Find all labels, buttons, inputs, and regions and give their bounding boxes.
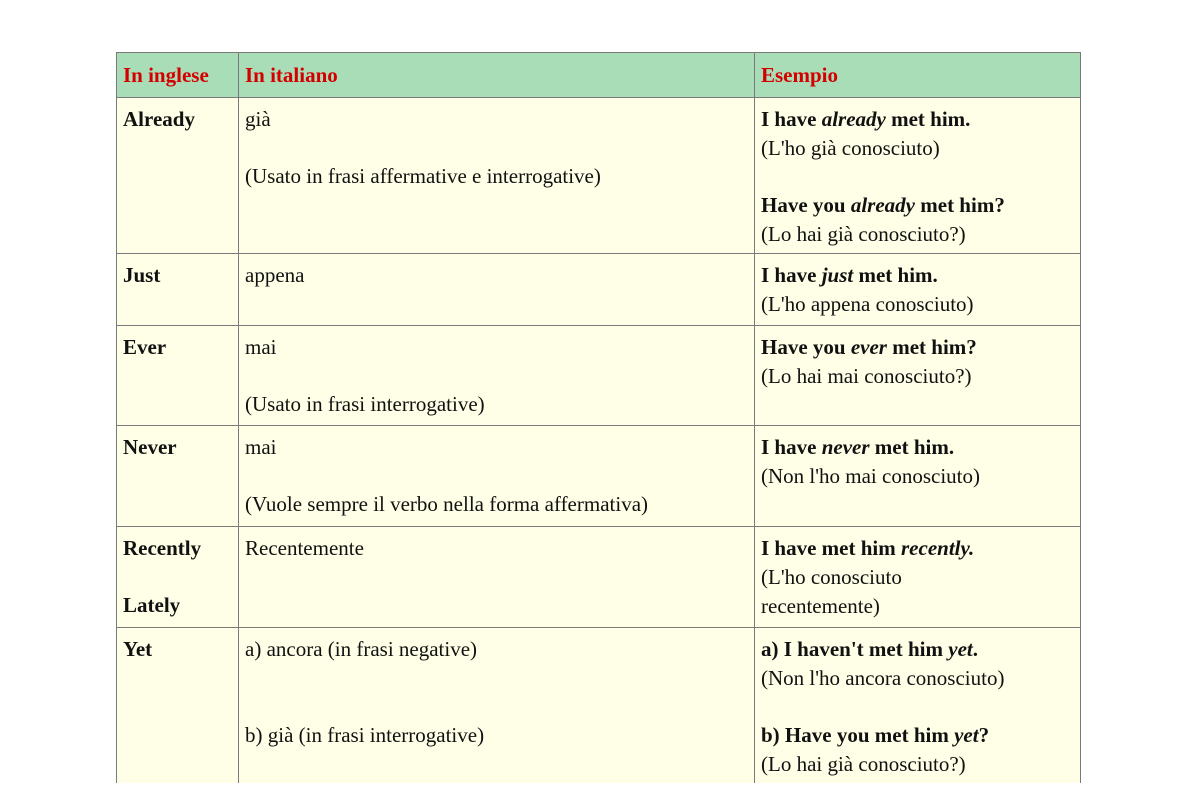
example-sentence: I have met him recently. <box>761 536 975 560</box>
translation-b: b) già (in frasi interrogative) <box>245 723 485 747</box>
translation-cell <box>239 254 755 326</box>
term-just: Just <box>123 263 161 287</box>
example-translation: (Non l'ho ancora conosciuto) <box>761 666 1005 690</box>
translation-cell <box>239 426 755 527</box>
example-cell <box>755 254 1081 326</box>
example-sentence: b) Have you met him yet? <box>761 723 990 747</box>
table-row <box>117 98 1081 254</box>
example-cell <box>755 98 1081 254</box>
table-row <box>117 426 1081 527</box>
translation-a: a) ancora (in frasi negative) <box>245 637 478 661</box>
table-row <box>117 326 1081 426</box>
translation-note: (Usato in frasi affermative e interrogative) <box>245 164 601 188</box>
term-recently: Recently <box>123 536 202 560</box>
table-row <box>117 628 1081 783</box>
example-sentence: Have you ever met him? <box>761 335 977 359</box>
translation-main: appena <box>245 263 305 287</box>
translation-cell <box>239 98 755 254</box>
example-cell <box>755 527 1081 628</box>
example-sentence: I have already met him. <box>761 107 971 131</box>
example-sentence: Have you already met him? <box>761 193 1005 217</box>
example-translation: recentemente) <box>761 594 880 618</box>
example-cell <box>755 326 1081 426</box>
translation-main: già <box>245 107 271 131</box>
example-translation: (Lo hai già conosciuto?) <box>761 752 966 776</box>
example-sentence: I have never met him. <box>761 435 955 459</box>
table-row <box>117 254 1081 326</box>
example-translation: (Lo hai già conosciuto?) <box>761 222 966 246</box>
term-yet: Yet <box>123 637 153 661</box>
term-ever: Ever <box>123 335 167 359</box>
table-row <box>117 527 1081 628</box>
header-esempio: Esempio <box>755 53 1081 98</box>
example-translation: (Lo hai mai conosciuto?) <box>761 364 972 388</box>
example-translation: (L'ho già conosciuto) <box>761 136 940 160</box>
header-in-inglese: In inglese <box>117 53 239 98</box>
term-cell <box>117 628 239 783</box>
term-cell <box>117 98 239 254</box>
term-cell <box>117 527 239 628</box>
translation-note: (Vuole sempre il verbo nella forma affermativa) <box>245 492 649 516</box>
example-cell <box>755 628 1081 783</box>
example-translation: (Non l'ho mai conosciuto) <box>761 464 980 488</box>
example-sentence: I have just met him. <box>761 263 938 287</box>
term-cell <box>117 326 239 426</box>
adverbs-table <box>116 52 1081 783</box>
translation-cell <box>239 326 755 426</box>
translation-cell <box>239 527 755 628</box>
translation-main: Recentemente <box>245 536 364 560</box>
example-translation: (L'ho appena conosciuto) <box>761 292 974 316</box>
term-lately: Lately <box>123 593 181 617</box>
example-sentence: a) I haven't met him yet. <box>761 637 978 661</box>
translation-main: mai <box>245 435 277 459</box>
translation-main: mai <box>245 335 277 359</box>
table-header-row <box>117 53 1081 98</box>
term-already: Already <box>123 107 195 131</box>
term-cell <box>117 426 239 527</box>
translation-cell <box>239 628 755 783</box>
header-in-italiano: In italiano <box>239 53 755 98</box>
example-cell <box>755 426 1081 527</box>
term-never: Never <box>123 435 177 459</box>
example-translation: (L'ho conosciuto <box>761 565 902 589</box>
term-cell <box>117 254 239 326</box>
translation-note: (Usato in frasi interrogative) <box>245 392 485 416</box>
